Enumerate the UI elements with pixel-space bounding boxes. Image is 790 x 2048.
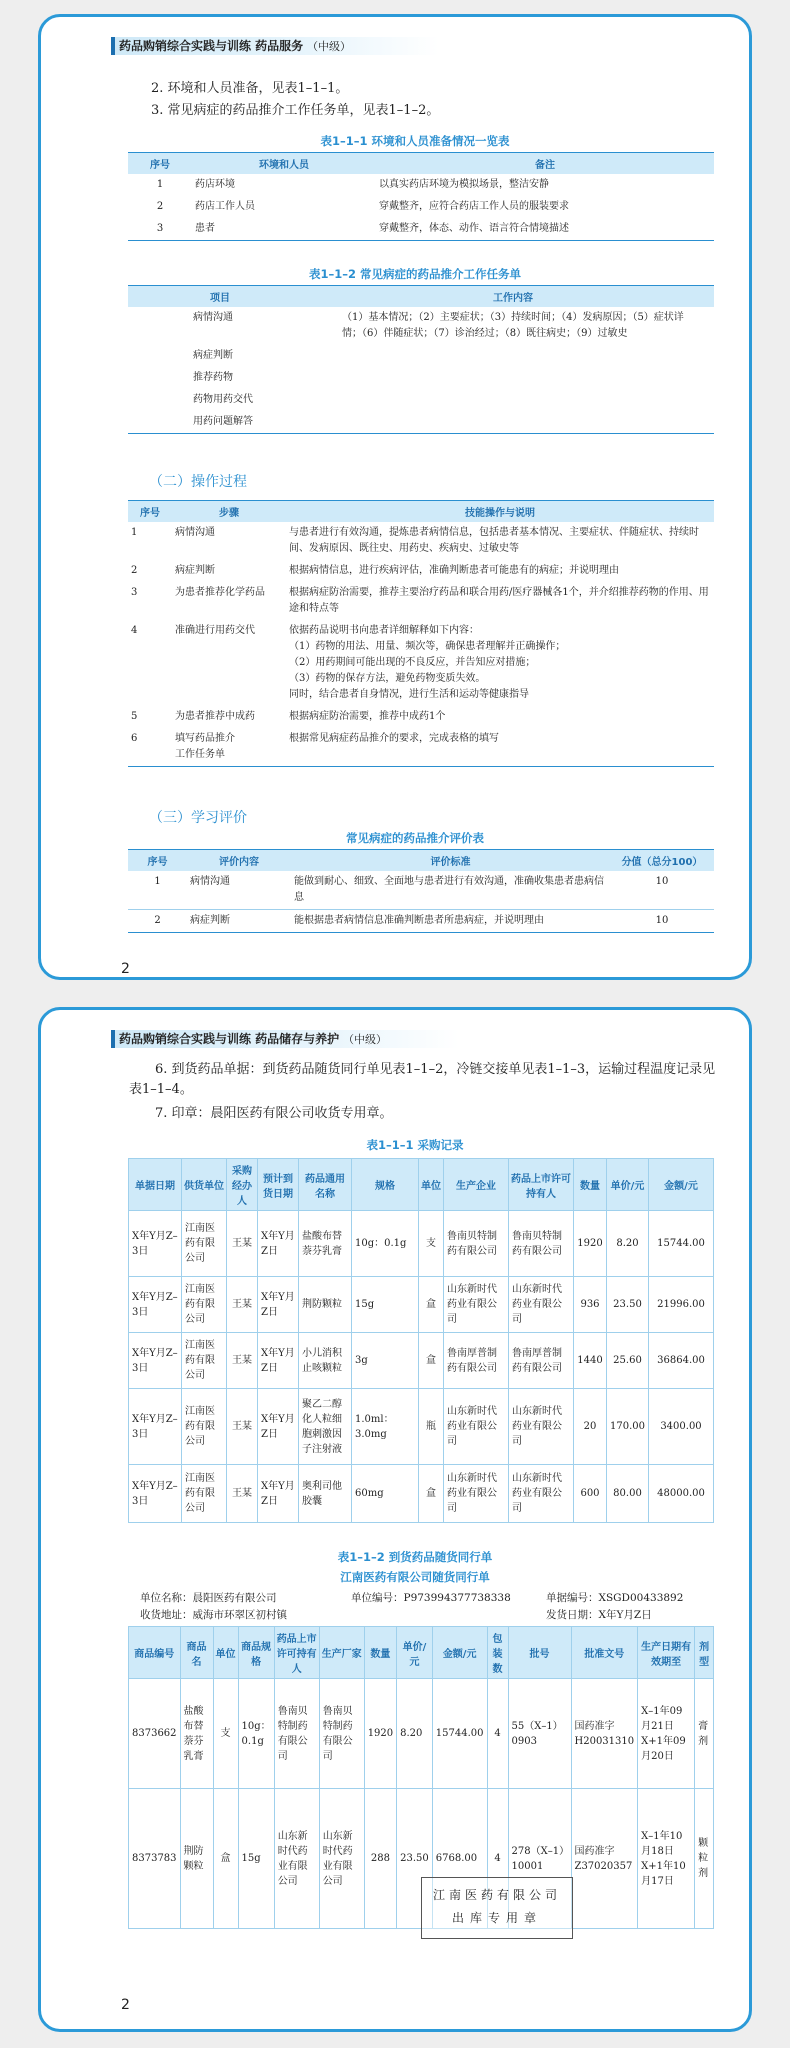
cell: X年Y月Z–3日 bbox=[129, 1211, 182, 1277]
cell: 15744.00 bbox=[432, 1679, 487, 1789]
table-row bbox=[128, 218, 714, 241]
cell: 23.50 bbox=[397, 1789, 433, 1929]
table-row bbox=[128, 367, 714, 389]
cell: 根据常见病症药品推介的要求，完成表格的填写 bbox=[289, 733, 499, 744]
cell: 与患者进行有效沟通，提炼患者病情信息，包括患者基本情况、主要症状、伴随症状、持续时间、发病原因、既往史、用药史、疾病史、过敏史等 bbox=[289, 527, 699, 554]
table-row bbox=[128, 910, 714, 933]
cell: 20 bbox=[574, 1389, 607, 1465]
cell: 288 bbox=[364, 1789, 396, 1929]
cell: 依据药品说明书向患者详细解释如下内容： （1）药物的用法、用量、频次等，确保患者理解并正确操作； （2）用药期间可能出现的不良反应，并告知应对措施； （3）药物的保存方法，避免药物变质失效。 同时，结合患者自身情况，进行生活和运动等健康指导 bbox=[289, 625, 566, 700]
cell: 鲁南贝特制药有限公司 bbox=[319, 1679, 364, 1789]
col-header: 金额/元 bbox=[649, 1159, 714, 1211]
cell: 国药准字H20031310 bbox=[571, 1679, 638, 1789]
cell: 10 bbox=[610, 871, 714, 910]
cell: 600 bbox=[574, 1465, 607, 1523]
cell: 填写药品推介 工作任务单 bbox=[175, 733, 235, 760]
cell: 6768.00 bbox=[432, 1789, 487, 1929]
col-header: 包装数 bbox=[487, 1627, 508, 1679]
col-header: 生产企业 bbox=[444, 1159, 509, 1211]
cell: 推荐药物 bbox=[193, 372, 233, 383]
col-header: 单价/元 bbox=[397, 1627, 433, 1679]
cell: 山东新时代药业有限公司 bbox=[509, 1465, 574, 1523]
cell: 病症判断 bbox=[193, 350, 233, 361]
cell bbox=[312, 345, 714, 367]
cell: X年Y月Z–3日 bbox=[129, 1465, 182, 1523]
stamp-line-1: 江南医药有限公司 bbox=[432, 1888, 561, 1902]
cell: 170.00 bbox=[607, 1389, 649, 1465]
table-row bbox=[128, 196, 714, 218]
cell: X年Y月Z–3日 bbox=[129, 1389, 182, 1465]
paragraph-6: 6. 到货药品单据：到货药品随货同行单见表1–1–2，冷链交接单见表1–1–3，运输过程温度记录见表1–1–4。 bbox=[129, 1062, 716, 1097]
col-header: 数量 bbox=[574, 1159, 607, 1211]
cell: 穿戴整齐，体态、动作、语言符合情境描述 bbox=[379, 223, 569, 234]
cell bbox=[312, 389, 714, 411]
delivery-note-caption: 表1–1–2 到货药品随货同行单 bbox=[337, 1550, 493, 1564]
cell: 5 bbox=[131, 711, 138, 722]
cell: 王某 bbox=[227, 1389, 258, 1465]
cell: 盒 bbox=[419, 1333, 444, 1389]
cell: 王某 bbox=[227, 1465, 258, 1523]
cell: 4 bbox=[487, 1789, 508, 1929]
cell: X年Y月Z日 bbox=[258, 1333, 299, 1389]
cell: X年Y月Z日 bbox=[258, 1277, 299, 1333]
stamp-line-2: 出库专用章 bbox=[451, 1911, 542, 1925]
cell: 药物用药交代 bbox=[193, 394, 253, 405]
section-heading-evaluation: （三）学习评价 bbox=[149, 810, 247, 826]
cell: X年Y月Z–3日 bbox=[129, 1277, 182, 1333]
section-heading-operation: （二）操作过程 bbox=[149, 474, 247, 490]
cell: 盒 bbox=[419, 1465, 444, 1523]
cell: 55（X–1）0903 bbox=[508, 1679, 571, 1789]
delivery-address: 收货地址：威海市环翠区初村镇 bbox=[140, 1609, 287, 1621]
cell: 国药准字Z37020357 bbox=[571, 1789, 638, 1929]
col-header: 序号 bbox=[128, 153, 192, 175]
page-number: 2 bbox=[121, 961, 130, 977]
ship-date: 发货日期：X年Y月Z日 bbox=[546, 1609, 652, 1621]
cell: 15744.00 bbox=[649, 1211, 714, 1277]
cell: 3 bbox=[156, 223, 164, 234]
cell: 6 bbox=[131, 733, 138, 744]
cell: 60mg bbox=[352, 1465, 419, 1523]
cell: 10g：0.1g bbox=[352, 1211, 419, 1277]
page-number: 2 bbox=[121, 1997, 130, 2013]
cell: 山东新时代药业有限公司 bbox=[509, 1277, 574, 1333]
cell: X年Y月Z日 bbox=[258, 1211, 299, 1277]
purchase-record-caption: 表1–1–1 采购记录 bbox=[366, 1138, 464, 1152]
cell: 10g：0.1g bbox=[238, 1679, 274, 1789]
cell: 病情沟通 bbox=[187, 871, 291, 910]
delivery-note-subcaption: 江南医药有限公司随货同行单 bbox=[340, 1570, 490, 1584]
cell: 8.20 bbox=[397, 1679, 433, 1789]
cell: 王某 bbox=[227, 1333, 258, 1389]
cell: 小儿消积止咳颗粒 bbox=[299, 1333, 352, 1389]
col-header: 药品上市许可持有人 bbox=[509, 1159, 574, 1211]
col-header: 评价内容 bbox=[187, 850, 291, 872]
table-row bbox=[128, 728, 714, 767]
cell: 8373662 bbox=[129, 1679, 181, 1789]
col-header: 规格 bbox=[352, 1159, 419, 1211]
cell: 48000.00 bbox=[649, 1465, 714, 1523]
cell: X年Y月Z–3日 bbox=[129, 1333, 182, 1389]
running-header bbox=[111, 1030, 459, 1048]
col-header: 单位 bbox=[419, 1159, 444, 1211]
table-row bbox=[128, 620, 714, 706]
cell: 患者 bbox=[195, 223, 215, 234]
cell: 1 bbox=[128, 871, 187, 910]
cell: 荆防颗粒 bbox=[180, 1789, 213, 1929]
header-title: 药品购销综合实践与训练 药品储存与养护 bbox=[119, 1032, 340, 1046]
cell: 鲁南贝特制药有限公司 bbox=[509, 1211, 574, 1277]
cell: 鲁南贝特制药有限公司 bbox=[444, 1211, 509, 1277]
col-header: 批号 bbox=[508, 1627, 571, 1679]
cell: 王某 bbox=[227, 1211, 258, 1277]
cell: 支 bbox=[419, 1211, 444, 1277]
cell: 荆防颗粒 bbox=[299, 1277, 352, 1333]
cell: 根据病情信息，进行疾病评估，准确判断患者可能患有的病症；并说明理由 bbox=[289, 565, 619, 576]
cell: 山东新时代药业有限公司 bbox=[444, 1465, 509, 1523]
cell: 根据病症防治需要，推荐中成药1个 bbox=[289, 711, 446, 722]
cell: 8.20 bbox=[607, 1211, 649, 1277]
cell: 膏剂 bbox=[695, 1679, 714, 1789]
col-header: 生产日期有效期至 bbox=[638, 1627, 695, 1679]
cell: （1）基本情况；（2）主要症状；（3）持续时间；（4）发病原因；（5）症状详情；（6）伴随症状；（7）诊治经过；（8）既往病史；（9）过敏史 bbox=[342, 312, 684, 339]
cell: 为患者推荐化学药品 bbox=[175, 587, 265, 598]
table-row bbox=[128, 174, 714, 196]
paragraph-7: 7. 印章：晨阳医药有限公司收货专用章。 bbox=[155, 1106, 393, 1121]
col-header: 批准文号 bbox=[571, 1627, 638, 1679]
cell: 10 bbox=[655, 915, 669, 926]
cell: 鲁南厚普制药有限公司 bbox=[509, 1333, 574, 1389]
cell: 病症判断 bbox=[175, 565, 215, 576]
cell: 3g bbox=[352, 1333, 419, 1389]
col-header: 预计到货日期 bbox=[258, 1159, 299, 1211]
col-header: 单位 bbox=[213, 1627, 238, 1679]
cell: 936 bbox=[574, 1277, 607, 1333]
cell: 山东新时代药业有限公司 bbox=[444, 1277, 509, 1333]
col-header: 药品上市许可持有人 bbox=[274, 1627, 319, 1679]
table-row bbox=[129, 1277, 714, 1333]
col-header: 备注 bbox=[376, 153, 714, 175]
cell: 2 bbox=[156, 201, 164, 212]
cell: 病情沟通 bbox=[175, 527, 215, 538]
cell: 王某 bbox=[227, 1277, 258, 1333]
col-header: 步骤 bbox=[172, 501, 286, 523]
table-row bbox=[128, 522, 714, 560]
cell: 1 bbox=[131, 527, 138, 538]
col-header: 采购经办人 bbox=[227, 1159, 258, 1211]
paragraph-2: 3. 常见病症的药品推介工作任务单，见表1–1–2。 bbox=[151, 103, 440, 118]
table-row bbox=[128, 307, 714, 345]
col-header: 序号 bbox=[128, 850, 187, 872]
cell: 药店环境 bbox=[195, 179, 235, 190]
evaluation-table-caption: 常见病症的药品推介评价表 bbox=[346, 831, 484, 845]
table-row bbox=[129, 1333, 714, 1389]
table-row bbox=[129, 1389, 714, 1465]
paragraph-1: 2. 环境和人员准备，见表1–1–1。 bbox=[151, 81, 349, 96]
cell: 瓶 bbox=[419, 1389, 444, 1465]
col-header: 药品通用名称 bbox=[299, 1159, 352, 1211]
cell: 准确进行用药交代 bbox=[175, 625, 255, 636]
col-header: 序号 bbox=[128, 501, 172, 523]
cell: 80.00 bbox=[607, 1465, 649, 1523]
cell: 2 bbox=[131, 565, 138, 576]
col-header: 工作内容 bbox=[312, 286, 714, 308]
table-row bbox=[128, 389, 714, 411]
col-header: 评价标准 bbox=[291, 850, 610, 872]
environment-table bbox=[128, 152, 714, 241]
cell: 1920 bbox=[364, 1679, 396, 1789]
col-header: 环境和人员 bbox=[192, 153, 376, 175]
table-1-1-1-caption: 表1–1–1 环境和人员准备情况一览表 bbox=[320, 134, 510, 148]
cell: 病情沟通 bbox=[193, 312, 233, 323]
col-header: 商品名 bbox=[180, 1627, 213, 1679]
cell: 能根据患者病情信息准确判断患者所患病症，并说明理由 bbox=[294, 915, 544, 926]
col-header: 分值（总分100） bbox=[610, 850, 714, 872]
cell: 山东新时代药业有限公司 bbox=[319, 1789, 364, 1929]
col-header: 生产厂家 bbox=[319, 1627, 364, 1679]
table-row bbox=[128, 871, 714, 910]
cell: 颗粒剂 bbox=[695, 1789, 714, 1929]
page-1 bbox=[38, 14, 752, 980]
table-row bbox=[129, 1679, 714, 1789]
cell: 3400.00 bbox=[649, 1389, 714, 1465]
cell bbox=[312, 367, 714, 389]
cell: 支 bbox=[213, 1679, 238, 1789]
cell: 江南医药有限公司 bbox=[182, 1465, 227, 1523]
cell: 聚乙二醇化人粒细胞刺激因子注射液 bbox=[299, 1389, 352, 1465]
table-row bbox=[128, 582, 714, 620]
cell: 4 bbox=[131, 625, 138, 636]
cell: 25.60 bbox=[607, 1333, 649, 1389]
cell: X年Y月Z日 bbox=[258, 1389, 299, 1465]
cell: 江南医药有限公司 bbox=[182, 1333, 227, 1389]
cell: 奥利司他胶囊 bbox=[299, 1465, 352, 1523]
col-header: 剂型 bbox=[695, 1627, 714, 1679]
cell: 1.0ml：3.0mg bbox=[352, 1389, 419, 1465]
header-title: 药品购销综合实践与训练 药品服务 bbox=[119, 39, 304, 53]
cell: 山东新时代药业有限公司 bbox=[444, 1389, 509, 1465]
cell: X–1年09月21日 X+1年09月20日 bbox=[638, 1679, 695, 1789]
cell: 278（X–1）10001 bbox=[508, 1789, 571, 1929]
cell: 4 bbox=[487, 1679, 508, 1789]
cell: 21996.00 bbox=[649, 1277, 714, 1333]
cell: 2 bbox=[154, 915, 161, 926]
cell: 江南医药有限公司 bbox=[182, 1277, 227, 1333]
evaluation-table bbox=[128, 849, 714, 933]
cell: 3 bbox=[131, 587, 138, 598]
col-header: 商品规格 bbox=[238, 1627, 274, 1679]
cell: 能做到耐心、细致、全面地与患者进行有效沟通，准确收集患者患病信息 bbox=[291, 871, 610, 910]
cell: 盒 bbox=[213, 1789, 238, 1929]
col-header: 供货单位 bbox=[182, 1159, 227, 1211]
task-sheet-table bbox=[128, 285, 714, 434]
header-level: （中级） bbox=[343, 1033, 388, 1046]
col-header: 金额/元 bbox=[432, 1627, 487, 1679]
cell: 山东新时代药业有限公司 bbox=[274, 1789, 319, 1929]
table-1-1-2-caption: 表1–1–2 常见病症的药品推介工作任务单 bbox=[308, 267, 521, 281]
col-header: 单据日期 bbox=[129, 1159, 182, 1211]
cell: X–1年10月18日 X+1年10月17日 bbox=[638, 1789, 695, 1929]
table-row bbox=[128, 560, 714, 582]
cell bbox=[312, 411, 714, 434]
cell: 穿戴整齐，应符合药店工作人员的服装要求 bbox=[379, 201, 569, 212]
unit-name: 单位名称：晨阳医药有限公司 bbox=[140, 1592, 277, 1604]
cell: 36864.00 bbox=[649, 1333, 714, 1389]
shipping-stamp bbox=[421, 1877, 573, 1939]
col-header: 项目 bbox=[128, 286, 312, 308]
cell: 1440 bbox=[574, 1333, 607, 1389]
unit-code: 单位编号：P973994377738338 bbox=[351, 1592, 511, 1604]
cell: 盐酸布替萘芬乳膏 bbox=[180, 1679, 213, 1789]
cell: 根据病症防治需要，推荐主要治疗药品和联合用药/医疗器械各1个，并介绍推荐药物的作用、用途和特点等 bbox=[289, 587, 709, 614]
col-header: 技能操作与说明 bbox=[286, 501, 714, 523]
header-level: （中级） bbox=[307, 40, 352, 53]
cell: X年Y月Z日 bbox=[258, 1465, 299, 1523]
running-header bbox=[111, 37, 439, 55]
cell: 15g bbox=[238, 1789, 274, 1929]
cell: 23.50 bbox=[607, 1277, 649, 1333]
cell: 1920 bbox=[574, 1211, 607, 1277]
cell: 用药问题解答 bbox=[193, 416, 253, 427]
table-row bbox=[128, 345, 714, 367]
cell: 病症判断 bbox=[190, 915, 230, 926]
cell: 药店工作人员 bbox=[195, 201, 255, 212]
col-header: 商品编号 bbox=[129, 1627, 181, 1679]
table-row bbox=[128, 706, 714, 728]
purchase-record-table bbox=[128, 1158, 714, 1523]
cell: 山东新时代药业有限公司 bbox=[509, 1389, 574, 1465]
table-row bbox=[129, 1211, 714, 1277]
col-header: 数量 bbox=[364, 1627, 396, 1679]
doc-code: 单据编号：XSGD00433892 bbox=[546, 1592, 684, 1604]
cell: 15g bbox=[352, 1277, 419, 1333]
operation-table bbox=[128, 500, 714, 767]
cell: 鲁南贝特制药有限公司 bbox=[274, 1679, 319, 1789]
cell: 江南医药有限公司 bbox=[182, 1211, 227, 1277]
cell: 1 bbox=[156, 179, 164, 190]
cell: 盐酸布替萘芬乳膏 bbox=[299, 1211, 352, 1277]
cell: 8373783 bbox=[129, 1789, 181, 1929]
table-row bbox=[128, 411, 714, 434]
cell: 盒 bbox=[419, 1277, 444, 1333]
cell: 江南医药有限公司 bbox=[182, 1389, 227, 1465]
cell: 鲁南厚普制药有限公司 bbox=[444, 1333, 509, 1389]
cell: 为患者推荐中成药 bbox=[175, 711, 255, 722]
table-row bbox=[129, 1465, 714, 1523]
col-header: 单价/元 bbox=[607, 1159, 649, 1211]
cell: 以真实药店环境为模拟场景，整洁安静 bbox=[379, 179, 549, 190]
page-2 bbox=[38, 1007, 752, 2032]
